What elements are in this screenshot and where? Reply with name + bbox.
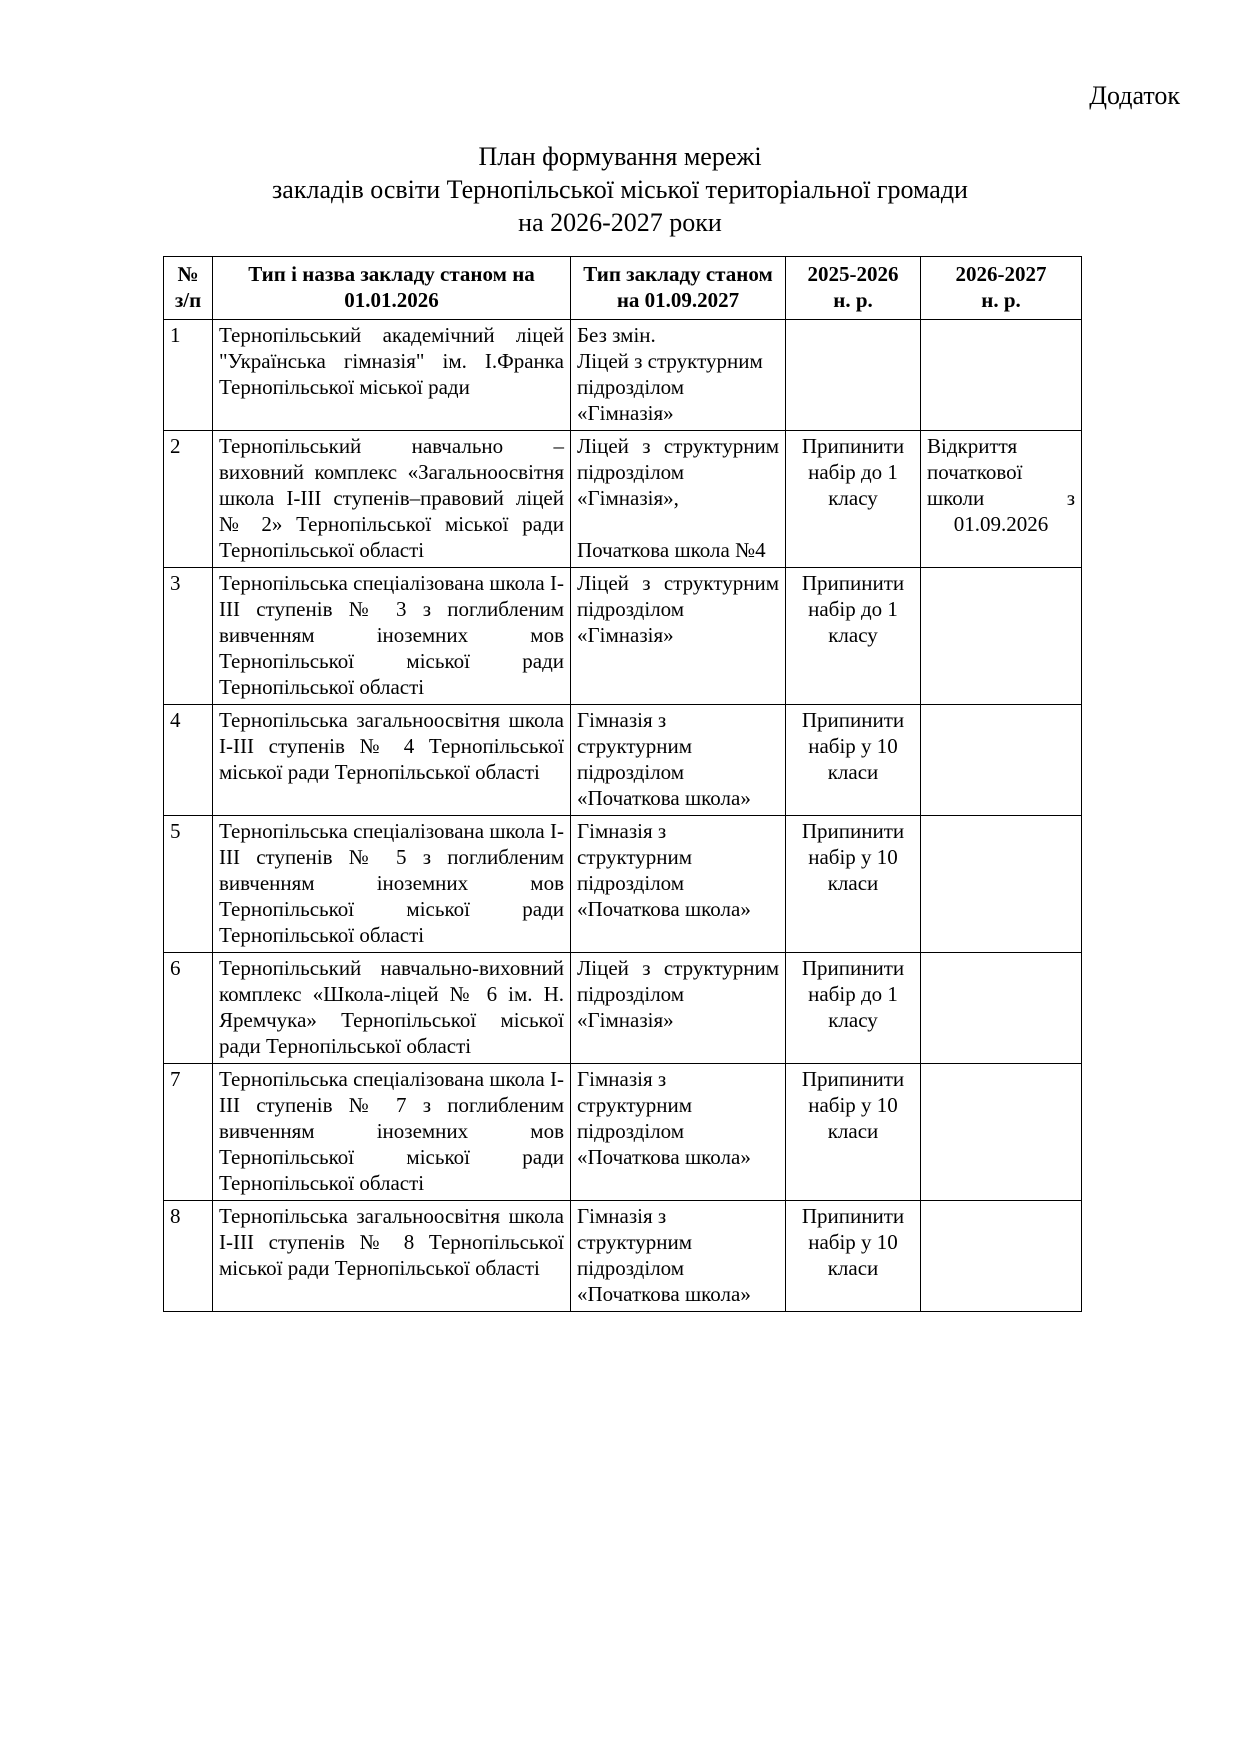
header-year-2026-2027-line1: 2026-2027 [955,262,1047,286]
row-institution-type [571,431,786,568]
row-institution-type: Гімназія з структурним підрозділом «Початкова школа» [571,816,786,953]
row-institution-name: Тернопільський навчально-виховний комплекс «Школа-ліцей № 6 ім. Н. Яремчука» Тернопільської міської ради Тернопільської області [213,953,571,1064]
row-institution-type: Гімназія з структурним підрозділом «Початкова школа» [571,1064,786,1201]
row-year-2025-2026 [786,320,921,431]
row-institution-type: Ліцей з структурним підрозділом «Гімназія» [571,568,786,705]
row-type-line1: Ліцей з структурним підрозділом «Гімназія», [577,434,779,510]
row-number: 3 [164,568,213,705]
header-institution-type [571,257,786,320]
row-number: 4 [164,705,213,816]
table-row [164,705,1082,816]
row-year-2025-2026: Припинити набір у 10 класи [786,816,921,953]
row-institution-type [571,320,786,431]
row-year-2026-2027 [921,568,1082,705]
header-institution-name-line2: 01.01.2026 [344,288,439,312]
row-institution-type: Гімназія з структурним підрозділом «Початкова школа» [571,705,786,816]
table-row [164,568,1082,705]
row-year-2026-2027 [921,1201,1082,1312]
row-year-2025-2026: Припинити набір до 1 класу [786,953,921,1064]
row-institution-name: Тернопільська спеціалізована школа І-ІІІ ступенів № 3 з поглибленим вивченням іноземних мов Тернопільської міської ради Тернопільської області [213,568,571,705]
row-number: 8 [164,1201,213,1312]
row-year-2026-2027 [921,1064,1082,1201]
table-row [164,1064,1082,1201]
row-year-2025-2026: Припинити набір до 1 класу [786,568,921,705]
header-year-2025-2026 [786,257,921,320]
table-row [164,816,1082,953]
row-type-spacer [577,511,779,537]
row-institution-name: Тернопільська загальноосвітня школа І-ІІІ ступенів № 8 Тернопільської міської ради Тернопільської області [213,1201,571,1312]
row-institution-name: Тернопільська загальноосвітня школа І-ІІІ ступенів № 4 Тернопільської міської ради Тернопільської області [213,705,571,816]
row-number: 5 [164,816,213,953]
title-line-1: План формування мережі [478,142,762,171]
header-institution-type-line1: Тип закладу станом [583,262,773,286]
row-number: 2 [164,431,213,568]
row-type-line2: Ліцей з структурним підрозділом «Гімназія» [577,349,763,425]
header-number-line1: № [177,262,199,286]
header-year-2026-2027-line2: н. р. [981,288,1021,312]
row-year-2025-2026: Припинити набір до 1 класу [786,431,921,568]
header-year-2026-2027 [921,257,1082,320]
table-header-row [164,257,1082,320]
row-number: 1 [164,320,213,431]
title-line-2: закладів освіти Тернопільської міської територіальної громади [272,175,968,204]
row-year-2026-2027 [921,953,1082,1064]
header-institution-name [213,257,571,320]
row-type-line1: Без змін. [577,323,656,347]
row-year-2026-2027: Відкриття початкової школи з 01.09.2026 [921,431,1082,568]
row-year-2026-2027 [921,816,1082,953]
plan-table-container [163,256,1081,1312]
row-year-2026-2027 [921,705,1082,816]
row-type-line3: Початкова школа №4 [577,538,766,562]
table-row [164,431,1082,568]
row-institution-type: Гімназія з структурним підрозділом «Початкова школа» [571,1201,786,1312]
appendix-label: Додаток [1089,81,1180,110]
plan-table [163,256,1082,1312]
table-row [164,320,1082,431]
header-year-2025-2026-line1: 2025-2026 [807,262,899,286]
row-institution-name: Тернопільська спеціалізована школа І-ІІІ ступенів № 5 з поглибленим вивченням іноземних мов Тернопільської міської ради Тернопільської області [213,816,571,953]
title-line-3: на 2026-2027 роки [518,208,722,237]
row-institution-name: Тернопільський навчально – виховний комплекс «Загальноосвітня школа І-ІІІ ступенів–правовий ліцей № 2» Тернопільської міської ради Тернопільської області [213,431,571,568]
table-row [164,953,1082,1064]
row-number: 6 [164,953,213,1064]
row-year-2026-2027 [921,320,1082,431]
row-year-2025-2026: Припинити набір у 10 класи [786,1064,921,1201]
header-institution-type-line2: на 01.09.2027 [616,288,740,312]
row-year-2025-2026: Припинити набір у 10 класи [786,705,921,816]
table-row [164,1201,1082,1312]
header-number [164,257,213,320]
row-year-2025-2026: Припинити набір у 10 класи [786,1201,921,1312]
header-number-line2: з/п [174,288,202,312]
header-institution-name-line1: Тип і назва закладу станом на [248,262,535,286]
row-institution-type: Ліцей з структурним підрозділом «Гімназія» [571,953,786,1064]
row-institution-name: Тернопільський академічний ліцей "Українська гімназія" ім. І.Франка Тернопільської міської ради [213,320,571,431]
row-number: 7 [164,1064,213,1201]
header-year-2025-2026-line2: н. р. [833,288,873,312]
row-institution-name: Тернопільська спеціалізована школа І-ІІІ ступенів № 7 з поглибленим вивченням іноземних мов Тернопільської міської ради Тернопільської області [213,1064,571,1201]
document-title [0,140,1240,239]
